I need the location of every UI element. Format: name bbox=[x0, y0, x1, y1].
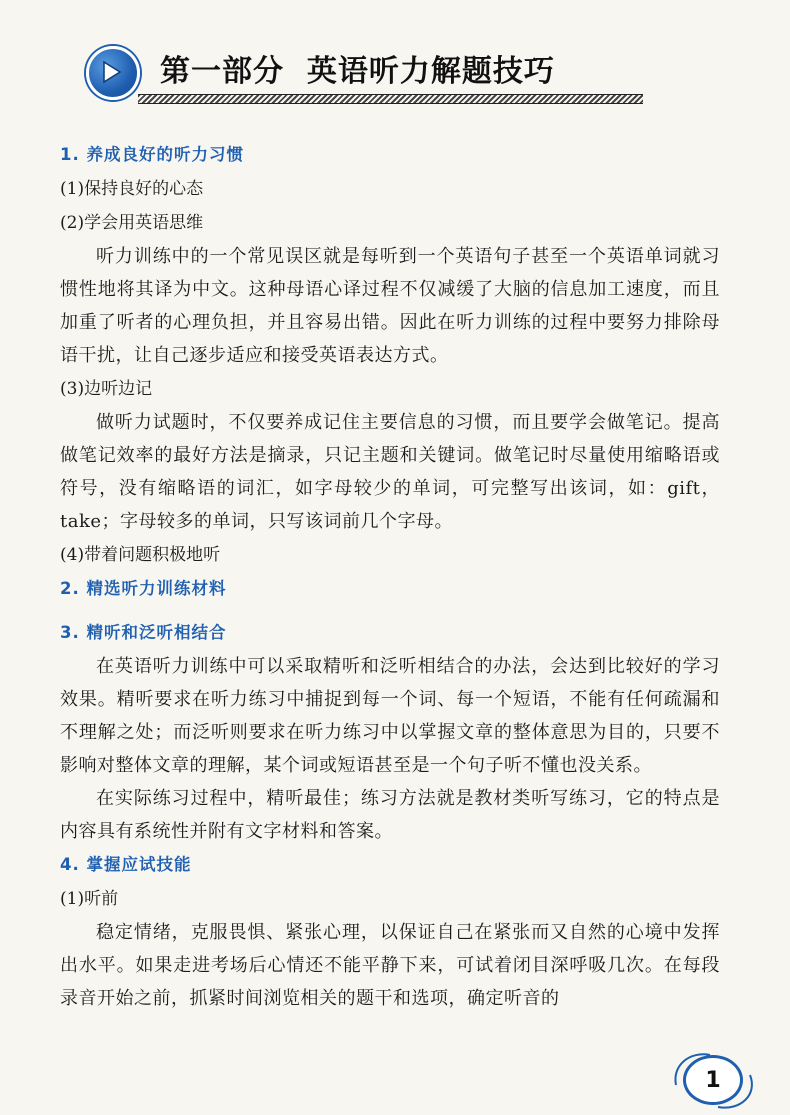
subitem-1: (1)保持良好的心态 bbox=[60, 179, 204, 199]
subitem-2: (2)学会用英语思维 bbox=[60, 213, 204, 233]
section-heading-4: 4. 掌握应试技能 bbox=[60, 855, 192, 874]
subitem-listen-before: (1)听前 bbox=[60, 889, 119, 909]
paragraph: 在实际练习过程中，精听最佳；练习方法就是教材类听写练习，它的特点是内容具有系统性并附有文字材料和答案。 bbox=[60, 788, 720, 842]
header-underline bbox=[138, 94, 643, 104]
paragraph: 稳定情绪，克服畏惧、紧张心理，以保证自己在紧张而又自然的心境中发挥出水平。如果走进考场后心情还不能平静下来，可试着闭目深呼吸几次。在每段录音开始之前，抓紧时间浏览相关的题干和选项，确定听音的 bbox=[60, 922, 720, 1009]
subitem-3: (3)边听边记 bbox=[60, 379, 153, 399]
chapter-header bbox=[86, 36, 646, 106]
section-heading-1: 1. 养成良好的听力习惯 bbox=[60, 145, 244, 164]
page-number: 1 bbox=[683, 1055, 743, 1105]
paragraph: 做听力试题时，不仅要养成记住主要信息的习惯，而且要学会做笔记。提高做笔记效率的最好方法是摘录，只记主题和关键词。做笔记时尽量使用缩略语或符号，没有缩略语的词汇，如字母较少的单词，可完整写出该词，如：gift，take；字母较多的单词，只写该词前几个字母。 bbox=[60, 412, 720, 532]
paragraph: 听力训练中的一个常见误区就是每听到一个英语句子甚至一个英语单词就习惯性地将其译为中文。这种母语心译过程不仅减缓了大脑的信息加工速度，而且加重了听者的心理负担，并且容易出错。因此在听力训练的过程中要努力排除母语干扰，让自己逐步适应和接受英语表达方式。 bbox=[60, 246, 720, 366]
subitem-4: (4)带着问题积极地听 bbox=[60, 545, 221, 565]
play-arrow-icon bbox=[86, 46, 140, 100]
section-heading-3: 3. 精听和泛听相结合 bbox=[60, 623, 227, 642]
chapter-title: 第一部分 英语听力解题技巧 bbox=[160, 54, 555, 89]
section-heading-2: 2. 精选听力训练材料 bbox=[60, 579, 227, 598]
paragraph: 在英语听力训练中可以采取精听和泛听相结合的办法，会达到比较好的学习效果。精听要求在听力练习中捕捉到每一个词、每一个短语，不能有任何疏漏和不理解之处；而泛听则要求在听力练习中以掌握文章的整体意思为目的，只要不影响对整体文章的理解，某个词或短语甚至是一个句子听不懂也没关系。 bbox=[60, 656, 720, 776]
page-body bbox=[60, 138, 720, 1015]
